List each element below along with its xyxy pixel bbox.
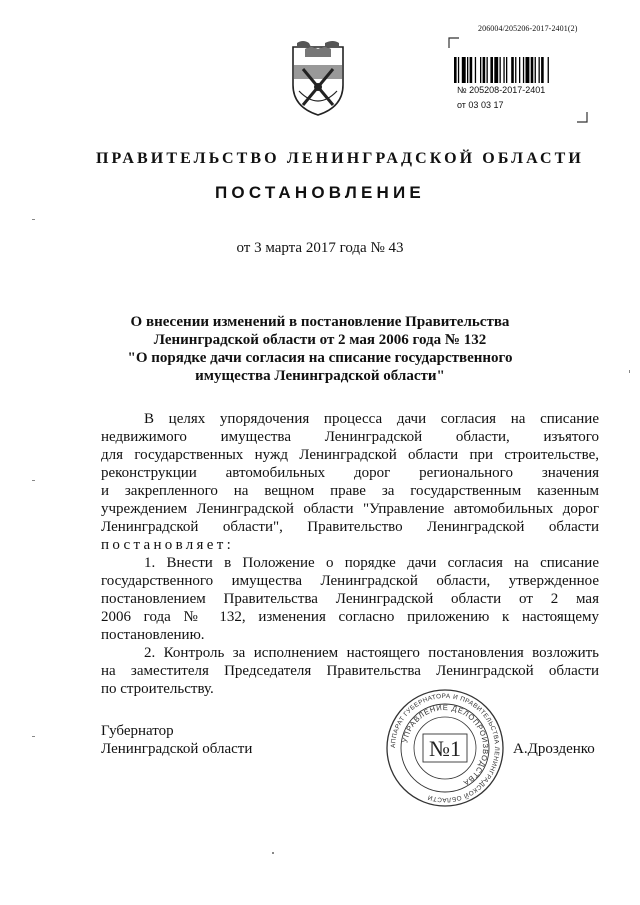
organization-title: ПРАВИТЕЛЬСТВО ЛЕНИНГРАДСКОЙ ОБЛАСТИ [96,150,584,167]
text-line: постановлению. [101,627,205,643]
stamp-inner-text: УПРАВЛЕНИЕ ДЕЛОПРОИЗВОДСТВА [400,702,491,788]
text-line: государственного имущества Ленинградской области, утвержденное [101,573,599,589]
text-line: постановляет: [101,537,235,553]
subject-line: "О порядке дачи согласия на списание государственного [127,350,513,366]
subject-line: О внесении изменений в постановление Правительства [130,314,510,330]
item-2-paragraph [101,644,599,698]
scan-mark [629,370,630,373]
text-line: 2006 года № 132, изменения согласно приложению к настоящему [101,609,599,625]
official-round-stamp [383,686,507,810]
barcode [454,57,588,83]
preamble-paragraph [101,410,599,554]
scan-mark [32,736,35,737]
registration-date: от 03 03 17 [457,100,504,110]
text-line: 1. Внести в Положение о порядке дачи согласия на списание [144,555,599,571]
subject-line: Ленинградской области от 2 мая 2006 года № 132 [153,332,487,348]
stamp-number: №1 [429,736,461,761]
document-date-number: от 3 марта 2017 года № 43 [236,240,404,256]
document-subject [110,313,530,385]
text-line: В целях упорядочения процесса дачи согласия на списание [144,411,599,427]
text-line: и закрепленного на вещном праве за государственным казенным [101,483,599,499]
item-1-paragraph [101,554,599,644]
text-line: 2. Контроль за исполнением настоящего постановления возложить [144,645,599,661]
text-line: постановлением Правительства Ленинградской области от 2 мая [101,591,599,607]
signatory-name: А.Дрозденко [513,741,595,757]
document-id: 206004/205206-2017-2401(2) [478,24,578,33]
text-line: по строительству. [101,681,214,697]
scan-mark [32,219,35,220]
text-line: Ленинградской области", Правительство Ленинградской области [101,519,599,535]
document-type: ПОСТАНОВЛЕНИЕ [215,183,425,202]
registration-number: № 205208-2017-2401 [457,85,546,95]
signatory-title: Ленинградской области [101,741,253,757]
text-line: учреждением Ленинградской области "Управление автомобильных дорог [101,501,599,517]
subject-line: имущества Ленинградской области" [195,368,445,384]
text-line: для государственных нужд Ленинградской области при строительстве, [101,447,599,463]
text-line: реконструкции автомобильных дорог регионального значения [101,465,599,481]
text-line: недвижимого имущества Ленинградской области, изъятого [101,429,599,445]
scan-mark [32,480,35,481]
text-line: на заместителя Председателя Правительства Ленинградской области [101,663,599,679]
signatory-title: Губернатор [101,723,174,739]
stamp-ring-text: АППАРАТ ГУБЕРНАТОРА И ПРАВИТЕЛЬСТВА ЛЕНИНГРАДСКОЙ ОБЛАСТИ [389,692,501,804]
coat-of-arms-emblem [289,39,347,117]
scan-mark [272,852,274,854]
